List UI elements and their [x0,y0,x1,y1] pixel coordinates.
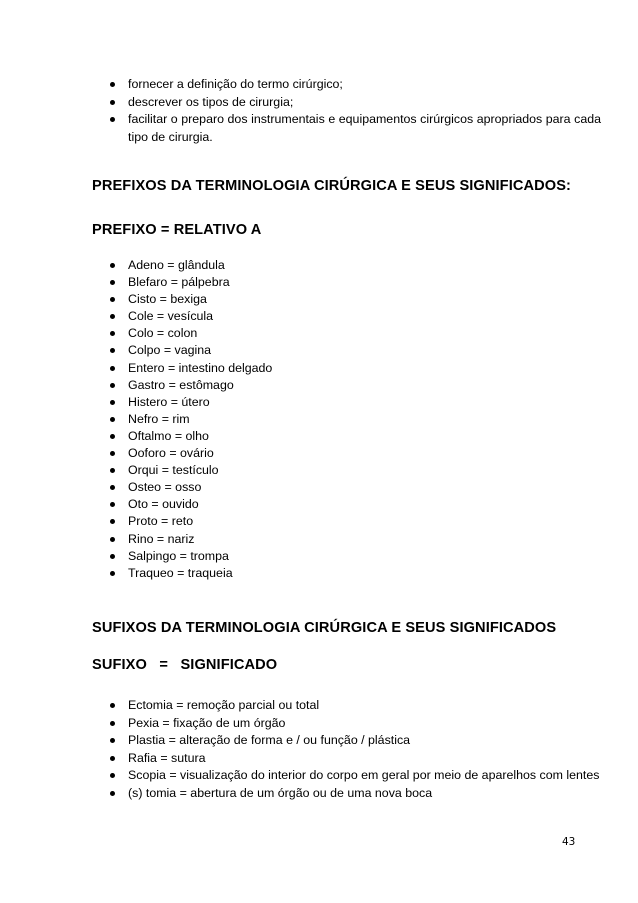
bullet-icon [110,773,115,778]
prefix-section-title: PREFIXOS DA TERMINOLOGIA CIRÚRGICA E SEUS SIGNIFICADOS: [92,178,572,194]
list-item: Proto = reto [128,513,598,530]
bullet-icon [110,366,115,371]
bullet-icon [110,417,115,422]
bullet-icon [110,703,115,708]
list-item: fornecer a definição do termo cirúrgico; [128,76,601,94]
bullet-icon [110,383,115,388]
bullet-icon [110,263,115,268]
suffix-section-subtitle: SUFIXO = SIGNIFICADO [92,657,278,673]
bullet-icon [110,485,115,490]
bullet-icon [110,756,115,761]
list-item: facilitar o preparo dos instrumentais e equipamentos cirúrgicos apropriados para cada tipo de cirurgia. [128,111,601,146]
bullet-icon [110,721,115,726]
list-item: Ectomia = remoção parcial ou total [128,697,601,715]
bullet-icon [110,117,115,122]
list-item: Oftalmo = olho [128,428,598,445]
bullet-icon [110,554,115,559]
bullet-icon [110,502,115,507]
bullet-icon [110,451,115,456]
bullet-icon [110,738,115,743]
list-item: Gastro = estômago [128,377,598,394]
list-item: (s) tomia = abertura de um órgão ou de uma nova boca [128,785,601,803]
bullet-icon [110,791,115,796]
list-item: Entero = intestino delgado [128,360,598,377]
bullet-icon [110,519,115,524]
list-item: Colpo = vagina [128,342,598,359]
bullet-icon [110,434,115,439]
bullet-icon [110,297,115,302]
list-item: Histero = útero [128,394,598,411]
intro-list [128,76,601,146]
list-item: Cisto = bexiga [128,291,598,308]
prefix-list [128,257,598,582]
prefix-section-subtitle: PREFIXO = RELATIVO A [92,222,262,238]
list-item: Adeno = glândula [128,257,598,274]
list-item: descrever os tipos de cirurgia; [128,94,601,112]
bullet-icon [110,82,115,87]
list-item: Ooforo = ovário [128,445,598,462]
list-item: Salpingo = trompa [128,548,598,565]
bullet-icon [110,280,115,285]
suffix-section-title: SUFIXOS DA TERMINOLOGIA CIRÚRGICA E SEUS SIGNIFICADOS [92,620,557,636]
list-item: Colo = colon [128,325,598,342]
list-item: Osteo = osso [128,479,598,496]
bullet-icon [110,348,115,353]
bullet-icon [110,468,115,473]
bullet-icon [110,537,115,542]
bullet-icon [110,331,115,336]
bullet-icon [110,571,115,576]
list-item: Scopia = visualização do interior do corpo em geral por meio de aparelhos com lentes [128,767,601,785]
list-item: Plastia = alteração de forma e / ou função / plástica [128,732,601,750]
list-item: Nefro = rim [128,411,598,428]
list-item: Blefaro = pálpebra [128,274,598,291]
list-item: Traqueo = traqueia [128,565,598,582]
list-item: Orqui = testículo [128,462,598,479]
bullet-icon [110,400,115,405]
list-item: Pexia = fixação de um órgão [128,715,601,733]
bullet-icon [110,314,115,319]
list-item: Rafia = sutura [128,750,601,768]
suffix-list [128,697,601,803]
list-item: Rino = nariz [128,531,598,548]
list-item: Cole = vesícula [128,308,598,325]
page-number: 43 [562,836,576,848]
bullet-icon [110,100,115,105]
list-item: Oto = ouvido [128,496,598,513]
